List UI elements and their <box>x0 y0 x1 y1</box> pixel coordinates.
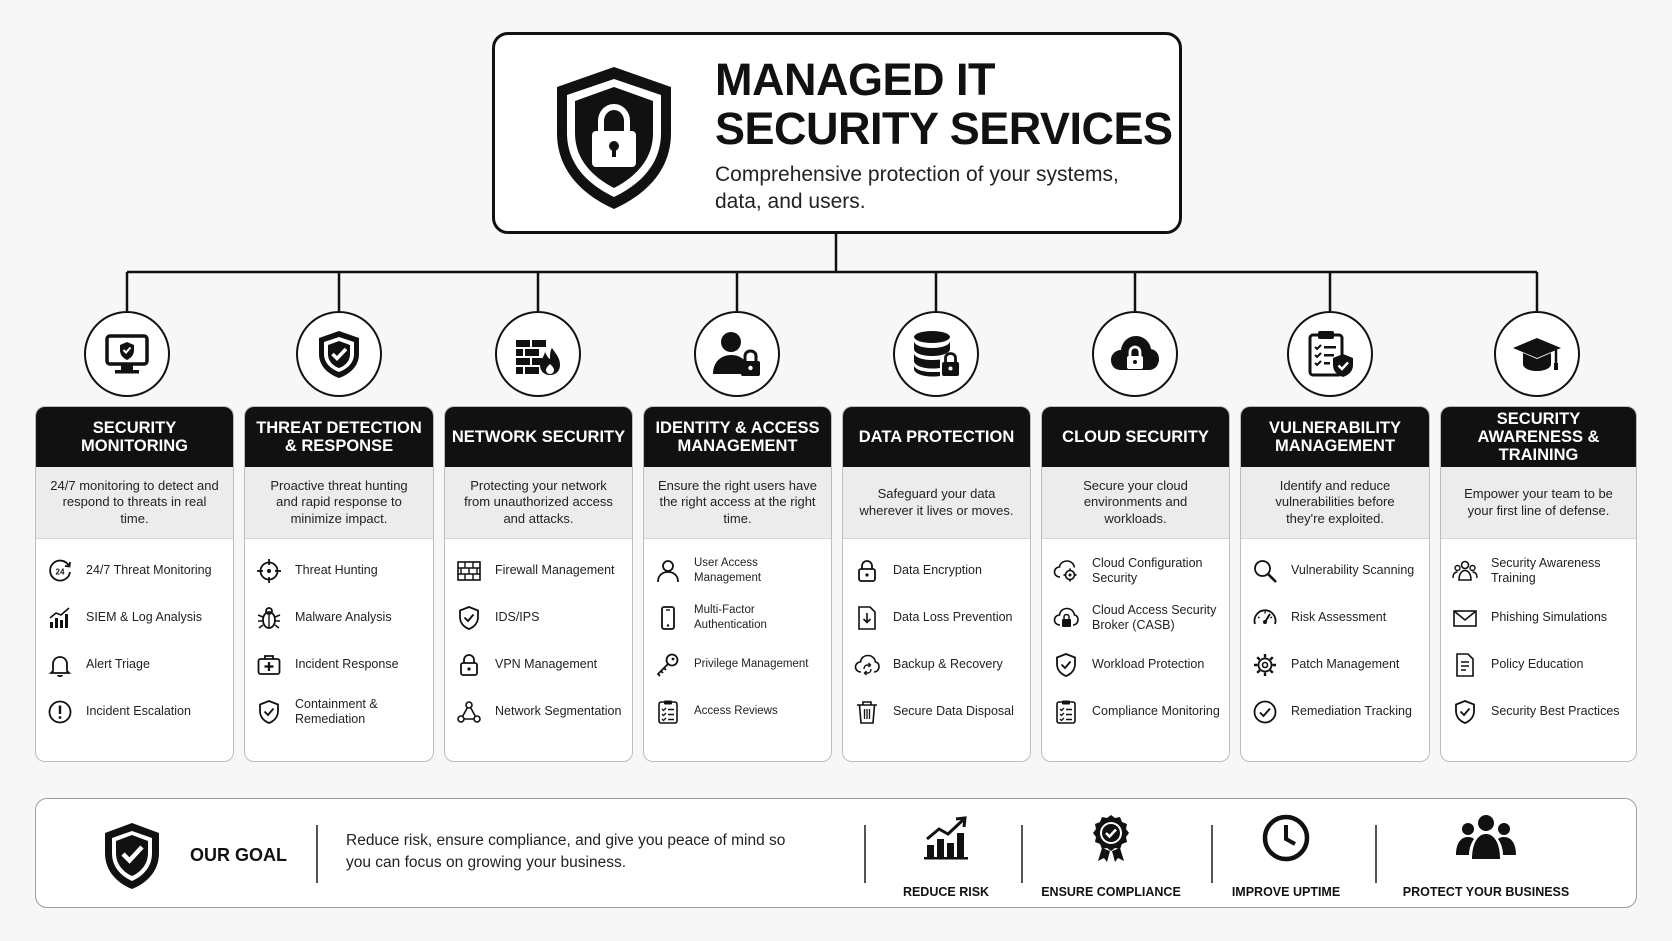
card-title: VULNERABILITY MANAGEMENT <box>1241 407 1429 467</box>
list-item-label: Threat Hunting <box>295 563 378 577</box>
benefit-ensure-compliance <box>1036 813 1186 899</box>
first-aid-icon <box>255 651 283 679</box>
list-item-label: Risk Assessment <box>1291 610 1387 624</box>
card-title: CLOUD SECURITY <box>1042 407 1229 467</box>
card-title: DATA PROTECTION <box>843 407 1030 467</box>
shield-lock-icon <box>551 63 677 213</box>
list-item-label: Compliance Monitoring <box>1092 704 1220 718</box>
card-network-security <box>444 406 633 762</box>
list-item-label: Workload Protection <box>1092 657 1205 671</box>
card-security-monitoring <box>35 406 234 762</box>
divider <box>1375 825 1377 883</box>
card-identity-access <box>643 406 832 762</box>
list-item <box>46 688 225 735</box>
checklist-icon <box>1052 698 1080 726</box>
list-item-label: IDS/IPS <box>495 610 540 624</box>
list-item <box>46 641 225 688</box>
brick-wall-icon <box>455 557 483 585</box>
list-item-label: Policy Education <box>1491 657 1584 671</box>
cloud-lock-icon <box>1092 311 1178 397</box>
shield-check-icon <box>255 698 283 726</box>
benefit-label: IMPROVE UPTIME <box>1231 885 1341 899</box>
magnifier-icon <box>1251 557 1279 585</box>
list-item-label: Security Awareness Training <box>1491 555 1601 585</box>
checklist-icon <box>654 698 682 726</box>
benefit-reduce-risk <box>891 813 1001 899</box>
goal-text: Reduce risk, ensure compliance, and give you peace of mind so you can focus on growing your business. <box>346 832 786 871</box>
list-item <box>1251 594 1421 641</box>
list-item-label: Patch Management <box>1291 657 1400 671</box>
benefit-label: ENSURE COMPLIANCE <box>1041 885 1181 899</box>
card-description: Safeguard your data wherever it lives or moves. <box>843 467 1030 539</box>
list-item <box>1052 547 1221 594</box>
list-item <box>1052 688 1221 735</box>
list-item <box>654 594 823 641</box>
list-item <box>853 641 1022 688</box>
list-item <box>654 688 823 735</box>
divider <box>1021 825 1023 883</box>
card-cloud-security <box>1041 406 1230 762</box>
card-vulnerability-management <box>1240 406 1430 762</box>
card-data-protection <box>842 406 1031 762</box>
list-item-label: Vulnerability Scanning <box>1291 563 1415 577</box>
list-item <box>455 594 624 641</box>
list-item-label: Containment & Remediation <box>295 696 378 726</box>
list-item <box>455 688 624 735</box>
gauge-icon <box>1251 604 1279 632</box>
page-title <box>715 55 1175 153</box>
list-item-label: Access Reviews <box>694 705 778 717</box>
list-item-label: 24/7 Threat Monitoring <box>86 563 212 577</box>
list-item <box>1052 641 1221 688</box>
envelope-icon <box>1451 604 1479 632</box>
cloud-gear-icon <box>1052 557 1080 585</box>
exclamation-icon <box>46 698 74 726</box>
lock-icon <box>853 557 881 585</box>
monitor-shield-icon <box>84 311 170 397</box>
user-icon <box>654 557 682 585</box>
list-item-label: Backup & Recovery <box>893 657 1003 671</box>
list-item-label: Secure Data Disposal <box>893 704 1014 718</box>
card-description: Empower your team to be your first line of defense. <box>1441 467 1636 539</box>
group-icon <box>1454 813 1518 863</box>
list-item <box>46 547 225 594</box>
card-description: Secure your cloud environments and workloads. <box>1042 467 1229 539</box>
list-item <box>1451 641 1628 688</box>
benefit-label: REDUCE RISK <box>902 885 990 899</box>
list-item <box>853 688 1022 735</box>
key-icon <box>654 651 682 679</box>
list-item-label: Data Encryption <box>893 563 982 577</box>
list-item <box>455 547 624 594</box>
crosshair-icon <box>255 557 283 585</box>
clipboard-shield-icon <box>1287 311 1373 397</box>
card-description: Ensure the right users have the right access at the right time. <box>644 467 831 539</box>
card-security-awareness <box>1440 406 1637 762</box>
list-item-label: Security Best Practices <box>1491 704 1620 718</box>
title-line-2: SECURITY SERVICES <box>715 103 1173 154</box>
card-title: SECURITY AWARENESS & TRAINING <box>1441 407 1636 467</box>
benefit-label: PROTECT YOUR BUSINESS <box>1402 885 1570 899</box>
list-item-label: Phishing Simulations <box>1491 610 1608 624</box>
document-shield-icon <box>853 604 881 632</box>
goal-label: OUR GOAL <box>190 845 287 865</box>
bell-icon <box>46 651 74 679</box>
card-description: 24/7 monitoring to detect and respond to threats in real time. <box>36 467 233 539</box>
list-item-label: VPN Management <box>495 657 598 671</box>
title-line-1: MANAGED IT <box>715 54 995 105</box>
bar-chart-icon <box>46 604 74 632</box>
list-item-label: Data Loss Prevention <box>893 610 1013 624</box>
list-item-label: Incident Escalation <box>86 704 191 718</box>
gear-icon <box>1251 651 1279 679</box>
goal-bar <box>35 798 1637 908</box>
people-icon <box>1451 557 1479 585</box>
bug-icon <box>255 604 283 632</box>
list-item <box>1052 594 1221 641</box>
page-subtitle: Comprehensive protection of your systems, data, and users. <box>715 163 1119 213</box>
list-item <box>46 594 225 641</box>
card-title: SECURITY MONITORING <box>36 407 233 467</box>
list-item-label: Cloud Access Security Broker (CASB) <box>1092 602 1217 632</box>
benefit-protect-business <box>1396 813 1576 899</box>
list-item <box>853 594 1022 641</box>
list-item <box>1251 641 1421 688</box>
list-item-label: Malware Analysis <box>295 610 392 624</box>
shield-check-icon <box>1052 651 1080 679</box>
shield-check-icon <box>296 311 382 397</box>
clock-24-icon <box>46 557 74 585</box>
phone-icon <box>654 604 682 632</box>
check-circle-icon <box>1251 698 1279 726</box>
list-item-label: Multi-Factor Authentication <box>694 603 767 631</box>
list-item <box>1451 594 1628 641</box>
card-threat-detection <box>244 406 434 762</box>
header-box <box>492 32 1182 234</box>
network-nodes-icon <box>455 698 483 726</box>
card-description: Protecting your network from unauthorized access and attacks. <box>445 467 632 539</box>
list-item <box>455 641 624 688</box>
list-item <box>255 688 425 735</box>
award-badge-icon <box>1086 813 1136 863</box>
card-title: NETWORK SECURITY <box>445 407 632 467</box>
benefit-improve-uptime <box>1231 813 1341 899</box>
lock-icon <box>455 651 483 679</box>
list-item-label: SIEM & Log Analysis <box>86 610 203 624</box>
list-item-label: Cloud Configuration Security <box>1092 555 1203 585</box>
list-item <box>1251 688 1421 735</box>
list-item <box>1451 688 1628 735</box>
divider <box>1211 825 1213 883</box>
card-title: THREAT DETECTION & RESPONSE <box>245 407 433 467</box>
cloud-lock-icon <box>1052 604 1080 632</box>
user-lock-icon <box>694 311 780 397</box>
trash-icon <box>853 698 881 726</box>
card-description: Proactive threat hunting and rapid response to minimize impact. <box>245 467 433 539</box>
divider <box>864 825 866 883</box>
list-item <box>853 547 1022 594</box>
card-title: IDENTITY & ACCESS MANAGEMENT <box>644 407 831 467</box>
list-item-label: Incident Response <box>295 657 399 671</box>
shield-check-icon <box>455 604 483 632</box>
list-item-label: User Access Management <box>694 556 762 584</box>
list-item <box>1251 547 1421 594</box>
list-item <box>255 641 425 688</box>
list-item <box>654 547 823 594</box>
list-item-label: Alert Triage <box>86 657 150 671</box>
card-description: Identify and reduce vulnerabilities before they're exploited. <box>1241 467 1429 539</box>
list-item <box>1451 547 1628 594</box>
clock-icon <box>1261 813 1311 863</box>
database-lock-icon <box>893 311 979 397</box>
firewall-icon <box>495 311 581 397</box>
growth-chart-icon <box>921 813 971 863</box>
list-item-label: Remediation Tracking <box>1291 704 1412 718</box>
list-item <box>654 641 823 688</box>
svg-text:24: 24 <box>55 567 65 576</box>
divider <box>316 825 318 883</box>
graduation-cap-icon <box>1494 311 1580 397</box>
cloud-sync-icon <box>853 651 881 679</box>
list-item <box>255 547 425 594</box>
list-item <box>255 594 425 641</box>
list-item-label: Privilege Management <box>694 658 809 670</box>
shield-check-icon <box>102 821 162 891</box>
list-item-label: Firewall Management <box>495 563 615 577</box>
list-item-label: Network Segmentation <box>495 704 622 718</box>
shield-check-icon <box>1451 698 1479 726</box>
document-icon <box>1451 651 1479 679</box>
